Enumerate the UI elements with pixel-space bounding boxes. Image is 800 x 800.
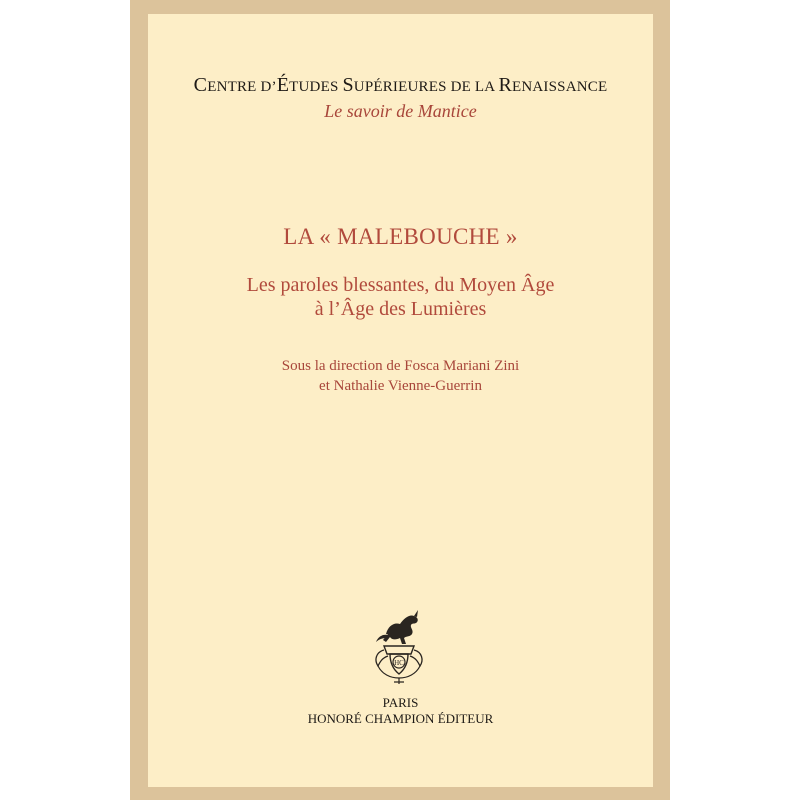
series-name: CENTRE D’ÉTUDES SUPÉRIEURES DE LA RENAISSANCE — [193, 74, 608, 96]
book-title: LA « MALEBOUCHE » — [283, 224, 518, 249]
subtitle-line-2: à l’Âge des Lumières — [314, 298, 487, 320]
editors-line-2: et Nathalie Vienne-Guerrin — [319, 378, 482, 394]
collection-name: Le savoir de Mantice — [324, 101, 477, 121]
logo-monogram: HC — [394, 659, 404, 667]
rearing-horse-emblem-icon — [364, 604, 434, 694]
subtitle-line-1: Les paroles blessantes, du Moyen Âge — [246, 274, 555, 296]
publisher-name: HONORÉ CHAMPION ÉDITEUR — [307, 711, 494, 726]
publisher-city: PARIS — [382, 695, 419, 710]
cover-panel — [148, 14, 653, 787]
editors-line-1: Sous la direction de Fosca Mariani Zini — [281, 358, 520, 374]
